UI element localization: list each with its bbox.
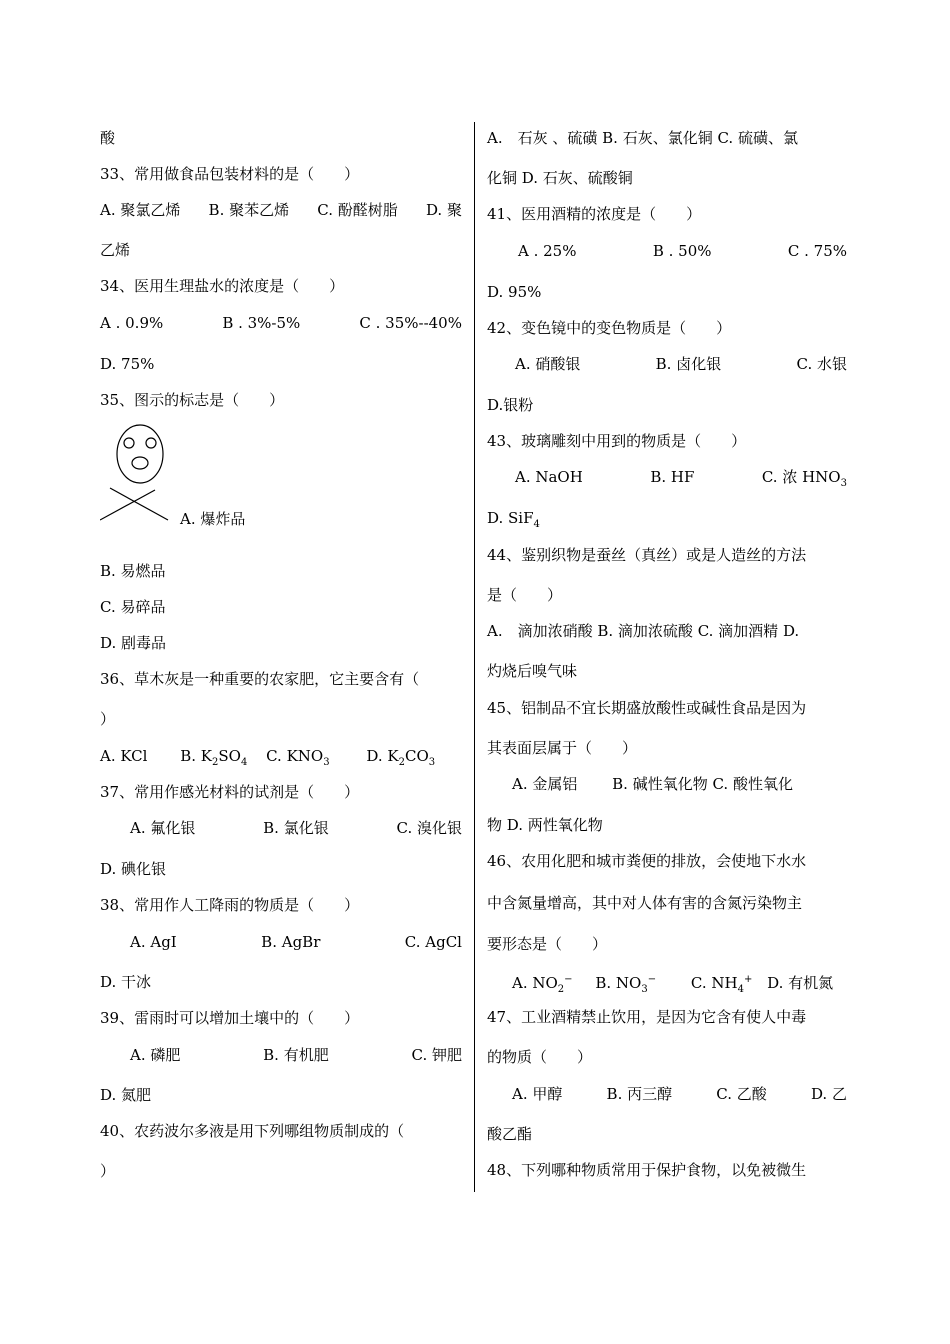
text-line: 中含氮量增高，其中对人体有害的含氮污染物主 (487, 894, 803, 912)
option-c: C. 乙酸 (716, 1085, 767, 1103)
question-39: 39、雷雨时可以增加土壤中的（ ） (100, 1009, 360, 1027)
question-33-options (100, 200, 462, 220)
question-41: 41、医用酒精的浓度是（ ） (487, 205, 702, 223)
option-a: A. 聚氯乙烯 (100, 201, 181, 219)
question-36: 36、草木灰是一种重要的农家肥，它主要含有（ (100, 670, 420, 688)
question-37: 37、常用作感光材料的试剂是（ ） (100, 783, 360, 801)
option-d: D. $K_2CO_3$ (366, 747, 436, 768)
option-a: A. NaOH (515, 468, 583, 486)
option-a: A. 甲醇 (512, 1085, 563, 1103)
option-b: B. 氯化银 (263, 819, 329, 837)
question-44-options: A. 滴加浓硝酸 B. 滴加浓硫酸 C. 滴加酒精 D. (487, 622, 800, 640)
text-line: 物 D. 两性氧化物 (487, 816, 603, 834)
option-d: D. 氮肥 (100, 1086, 152, 1104)
option-b: B. 有机肥 (263, 1046, 329, 1064)
column-divider (474, 122, 475, 1192)
option-a: A. KCl (100, 747, 148, 765)
option-c: C. 易碎品 (100, 598, 166, 616)
option-c: C. 溴化银 (396, 819, 462, 837)
option-c: C. AgCl (404, 933, 462, 951)
question-34-options (100, 313, 462, 333)
option-d: D. 干冰 (100, 973, 152, 991)
question-40-options: A. 石灰 、硫磺 B. 石灰、氯化铜 C. 硫磺、氯 (487, 129, 798, 147)
question-42-options (515, 354, 847, 374)
text-line: 乙烯 (100, 241, 131, 259)
option-d: D. 95% (487, 283, 542, 301)
option-c: C. 酚醛树脂 (317, 201, 398, 219)
option-b: B. 易燃品 (100, 562, 166, 580)
text-line: 的物质（ ） (487, 1048, 593, 1066)
text-line: ） (100, 710, 116, 728)
text-line: 酸 (100, 129, 116, 147)
option-b: B. $K_2SO_4$ (180, 747, 248, 768)
option-c: C. $KNO_3$ (266, 747, 330, 768)
option-d: D. SiF$_4$ (487, 509, 540, 530)
question-48: 48、下列哪种物质常用于保护食物，以免被微生 (487, 1161, 807, 1179)
question-33: 33、常用做食品包装材料的是（ ） (100, 165, 360, 183)
text-line: 要形态是（ ） (487, 935, 608, 953)
text-line: 化铜 D. 石灰、硫酸铜 (487, 169, 633, 187)
option-b: B. 卤化银 (655, 355, 722, 373)
option-c: C. $NH_4^+$ (690, 974, 753, 995)
option-d: D. 剧毒品 (100, 634, 167, 652)
option-a: A. AgI (130, 933, 177, 951)
option-a: A . 0.9% (100, 314, 164, 332)
option-b: B. HF (650, 468, 695, 486)
option-b: B . 50% (652, 242, 712, 260)
option-c: C. 水银 (796, 355, 847, 373)
option-c: C. 浓 $HNO_3$ (761, 468, 847, 489)
option-a: A . 25% (518, 242, 577, 260)
question-38-options (130, 932, 462, 952)
option-a: A. $NO_2^-$ (512, 974, 573, 995)
question-47: 47、工业酒精禁止饮用，是因为它含有使人中毒 (487, 1008, 807, 1026)
question-46-options (512, 970, 833, 1000)
question-42: 42、变色镜中的变色物质是（ ） (487, 319, 732, 337)
text-line: 酸乙酯 (487, 1125, 533, 1143)
question-43: 43、玻璃雕刻中用到的物质是（ ） (487, 432, 747, 450)
question-41-options (518, 241, 847, 261)
question-44: 44、鉴别织物是蚕丝（真丝）或是人造丝的方法 (487, 546, 807, 564)
option-d: D. 75% (100, 355, 155, 373)
question-37-options (130, 818, 462, 838)
question-40: 40、农药波尔多液是用下列哪组物质制成的（ (100, 1122, 405, 1140)
question-35: 35、图示的标志是（ ） (100, 391, 285, 409)
option-a: A. 硝酸银 (515, 355, 581, 373)
question-38: 38、常用作人工降雨的物质是（ ） (100, 896, 360, 914)
option-d: D. 聚 (425, 201, 462, 219)
text-line: ） (100, 1162, 116, 1180)
question-46: 46、农用化肥和城市粪便的排放，会使地下水水 (487, 852, 807, 870)
text-line: 其表面层属于（ ） (487, 739, 638, 757)
option-a: A. 磷肥 (130, 1046, 181, 1064)
question-43-options (515, 467, 847, 494)
question-45-options: A. 金属铝 B. 碱性氧化物 C. 酸性氧化 (512, 775, 793, 793)
question-34: 34、医用生理盐水的浓度是（ ） (100, 277, 345, 295)
option-b: B . 3%-5% (222, 314, 301, 332)
poison-symbol-icon (100, 418, 180, 528)
question-47-options (512, 1084, 847, 1104)
option-c: C . 75% (787, 242, 847, 260)
text-line: 是（ ） (487, 586, 563, 604)
option-d: D.银粉 (487, 396, 534, 414)
option-d: D. 乙 (810, 1085, 847, 1103)
question-39-options (130, 1045, 462, 1065)
option-b: B. AgBr (261, 933, 321, 951)
option-b: B. 聚苯乙烯 (208, 201, 290, 219)
question-36-options (100, 746, 435, 773)
option-d: D. 有机氮 (767, 974, 834, 992)
option-b: B. 丙三醇 (606, 1085, 673, 1103)
option-a: A. 爆炸品 (180, 510, 246, 528)
text-line: 灼烧后嗅气味 (487, 662, 578, 680)
option-a: A. 氟化银 (130, 819, 196, 837)
option-b: B. $NO_3^-$ (595, 974, 657, 995)
option-c: C . 35%--40% (359, 314, 462, 332)
option-c: C. 钾肥 (411, 1046, 462, 1064)
question-45: 45、铝制品不宜长期盛放酸性或碱性食品是因为 (487, 699, 807, 717)
option-d: D. 碘化银 (100, 860, 167, 878)
